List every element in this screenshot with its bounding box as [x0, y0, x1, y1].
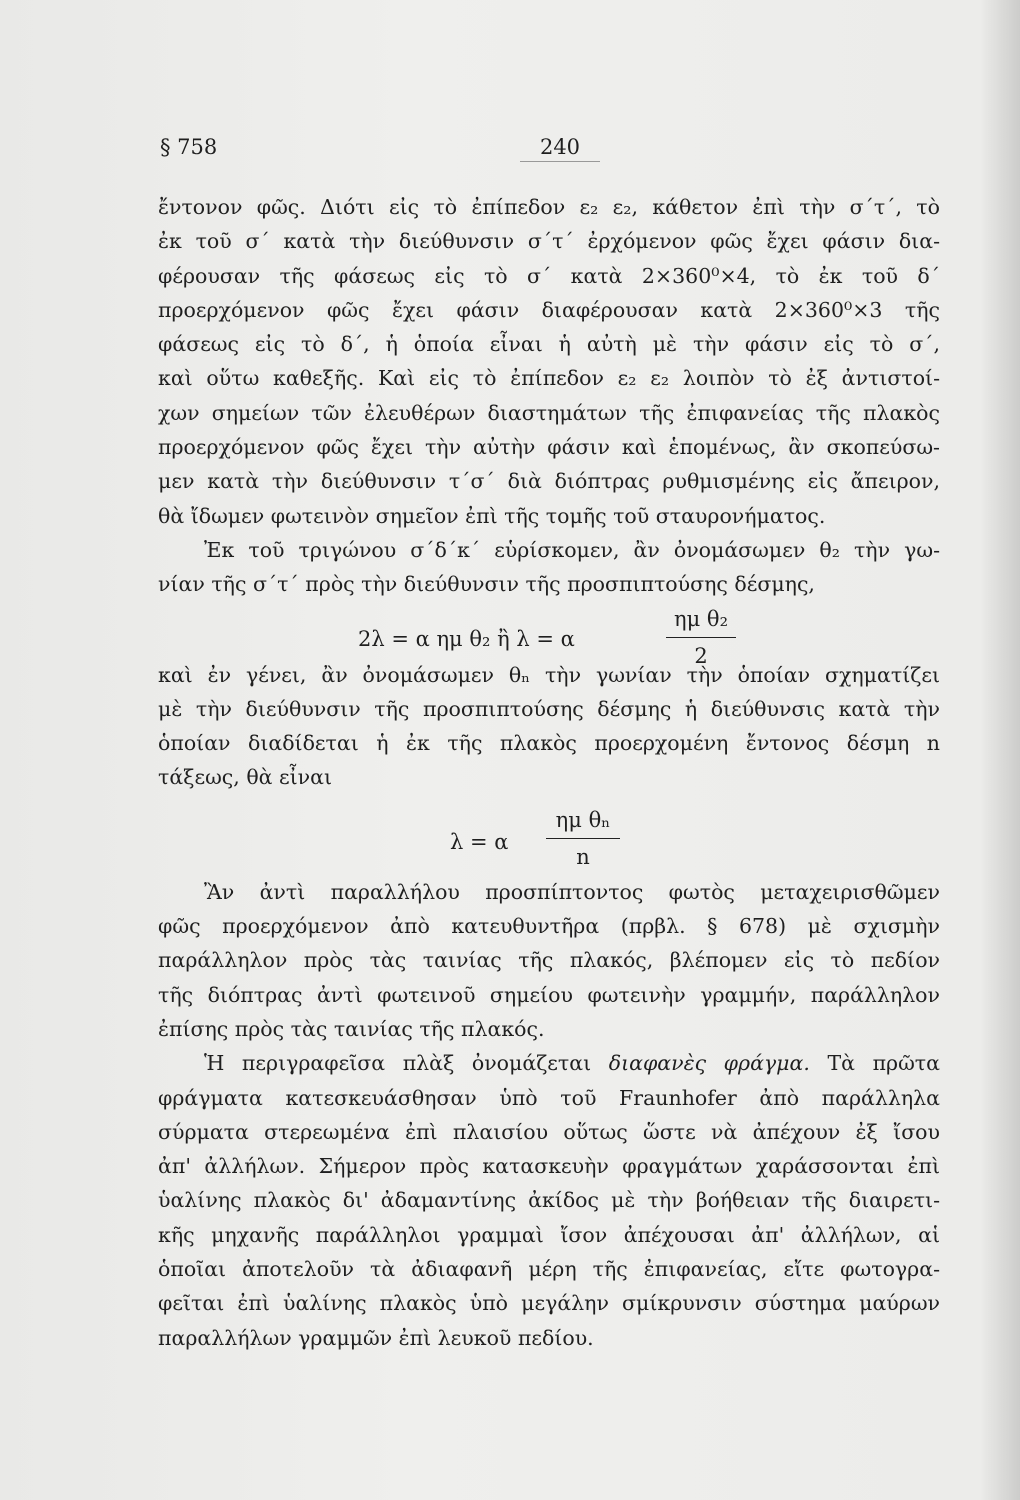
- section-mark: § 758: [160, 135, 218, 159]
- text-line: ἐκ τοῦ σ΄ κατὰ τὴν διεύθυνσιν σ΄τ΄ ἐρχόμενον φῶς ἔχει φάσιν δια-: [158, 229, 940, 254]
- body-text: [158, 190, 940, 1355]
- text-line: τῆς διόπτρας ἀντὶ φωτεινοῦ σημείου φωτεινὴν γραμμήν, παράλληλον: [158, 982, 940, 1007]
- binding-shadow: [980, 0, 1020, 1500]
- text-line: φέρουσαν τῆς φάσεως εἰς τὸ σ΄ κατὰ 2×360⁰×4, τὸ ἐκ τοῦ δ΄: [158, 263, 940, 288]
- text-line: φράγματα κατεσκευάσθησαν ὑπὸ τοῦ Fraunhofer ἀπὸ παράλληλα: [158, 1085, 940, 1110]
- page-number: 240: [520, 135, 600, 162]
- italic-term: διαφανὲς φράγμα.: [608, 1051, 810, 1076]
- text-line: μεν κατὰ τὴν διεύθυνσιν τ΄σ΄ διὰ διόπτρας ρυθμισμένης εἰς ἄπειρον,: [158, 469, 940, 494]
- text-line: ὑαλίνης πλακὸς δι' ἀδαμαντίνης ἀκίδος μὲ τὴν βοήθειαν τῆς διαιρετι-: [158, 1188, 940, 1213]
- text-line: προερχόμενον φῶς ἔχει φάσιν διαφέρουσαν κατὰ 2×360⁰×3 τῆς: [158, 297, 940, 322]
- equation-1-fraction: [666, 602, 736, 674]
- equation-1-denominator: 2: [694, 643, 708, 668]
- text-line: καὶ ἐν γένει, ἂν ὀνομάσωμεν θₙ τὴν γωνίαν τὴν ὁποίαν σχηματίζει: [158, 662, 940, 687]
- text-line: φάσεως εἰς τὸ δ΄, ἡ ὁποία εἶναι ἡ αὐτὴ μὲ τὴν φάσιν εἰς τὸ σ΄,: [158, 332, 940, 357]
- text-line: προερχόμενον φῶς ἔχει τὴν αὐτὴν φάσιν καὶ ἑπομένως, ἂν σκοπεύσω-: [158, 435, 940, 460]
- text-line: ἐπίσης πρὸς τὰς ταινίας τῆς πλακός.: [158, 1016, 545, 1041]
- equation-2-left: λ = α: [450, 829, 509, 854]
- equation-2-numerator: ημ θₙ: [555, 807, 611, 832]
- text-line: θὰ ἴδωμεν φωτεινὸν σημεῖον ἐπὶ τῆς τομῆς τοῦ σταυρονήματος.: [158, 503, 826, 528]
- text-line: [158, 1046, 940, 1080]
- text-run: Ἡ περιγραφεῖσα πλὰξ ὀνομάζεται: [204, 1051, 609, 1076]
- text-line: παράλληλον πρὸς τὰς ταινίας τῆς πλακός, βλέπομεν εἰς τὸ πεδίον: [158, 948, 940, 973]
- text-line: ὁποίαν διαδίδεται ἡ ἐκ τῆς πλακὸς προερχομένη ἔντονος δέσμη n: [158, 731, 940, 756]
- text-line: φεῖται ἐπὶ ὑαλίνης πλακὸς ὑπὸ μεγάλην σμίκρυνσιν σύστημα μαύρων: [158, 1291, 940, 1316]
- equation-1-numerator: ημ θ₂: [674, 606, 728, 631]
- text-line: χων σημείων τῶν ἐλευθέρων διαστημάτων τῆς ἐπιφανείας τῆς πλακὸς: [158, 400, 940, 425]
- text-line: καὶ οὕτω καθεξῆς. Καὶ εἰς τὸ ἐπίπεδον ε₂ ε₂ λοιπὸν τὸ ἐξ ἀντιστοί-: [158, 366, 940, 391]
- text-line: Ἐκ τοῦ τριγώνου σ΄δ΄κ΄ εὑρίσκομεν, ἂν ὀνομάσωμεν θ₂ τὴν γω-: [204, 537, 940, 562]
- text-line: ὁποῖαι ἀποτελοῦν τὰ ἀδιαφανῆ μέρη τῆς ἐπιφανείας, εἴτε φωτογρα-: [158, 1257, 940, 1282]
- text-line: Ἂν ἀντὶ παραλλήλου προσπίπτοντος φωτὸς μεταχειρισθῶμεν: [204, 879, 940, 904]
- text-line: φῶς προερχόμενον ἀπὸ κατευθυντῆρα (πρβλ. § 678) μὲ σχισμὴν: [158, 914, 940, 939]
- equation-2: [158, 795, 940, 875]
- equation-1: [158, 602, 940, 668]
- text-line: ἀπ' ἀλλήλων. Σήμερον πρὸς κατασκευὴν φραγμάτων χαράσσονται ἐπὶ: [158, 1154, 940, 1179]
- text-line: παραλλήλων γραμμῶν ἐπὶ λευκοῦ πεδίου.: [158, 1325, 594, 1350]
- text-line: σύρματα στερεωμένα ἐπὶ πλαισίου οὕτως ὥστε νὰ ἀπέχουν ἐξ ἴσου: [158, 1119, 940, 1144]
- text-line: τάξεως, θὰ εἶναι: [158, 765, 333, 790]
- equation-2-denominator: n: [576, 845, 590, 870]
- equation-2-fraction: [546, 803, 620, 875]
- text-line: κῆς μηχανῆς παράλληλοι γραμμαὶ ἴσον ἀπέχουσαι ἀπ' ἀλλήλων, αἱ: [158, 1222, 940, 1247]
- fraction-bar: [546, 838, 620, 839]
- text-run: Τὰ πρῶτα: [809, 1051, 940, 1076]
- page-header: [160, 135, 940, 165]
- equation-1-left: 2λ = α ημ θ₂ ἢ λ = α: [358, 626, 575, 651]
- fraction-bar: [666, 637, 736, 638]
- text-line: μὲ τὴν διεύθυνσιν τῆς προσπιπτούσης δέσμης ἡ διεύθυνσις κατὰ τὴν: [158, 696, 940, 721]
- text-line: νίαν τῆς σ΄τ΄ πρὸς τὴν διεύθυνσιν τῆς προσπιπτούσης δέσμης,: [158, 572, 815, 597]
- text-line: ἔντονον φῶς. Διότι εἰς τὸ ἐπίπεδον ε₂ ε₂, κάθετον ἐπὶ τὴν σ΄τ΄, τὸ: [158, 195, 940, 219]
